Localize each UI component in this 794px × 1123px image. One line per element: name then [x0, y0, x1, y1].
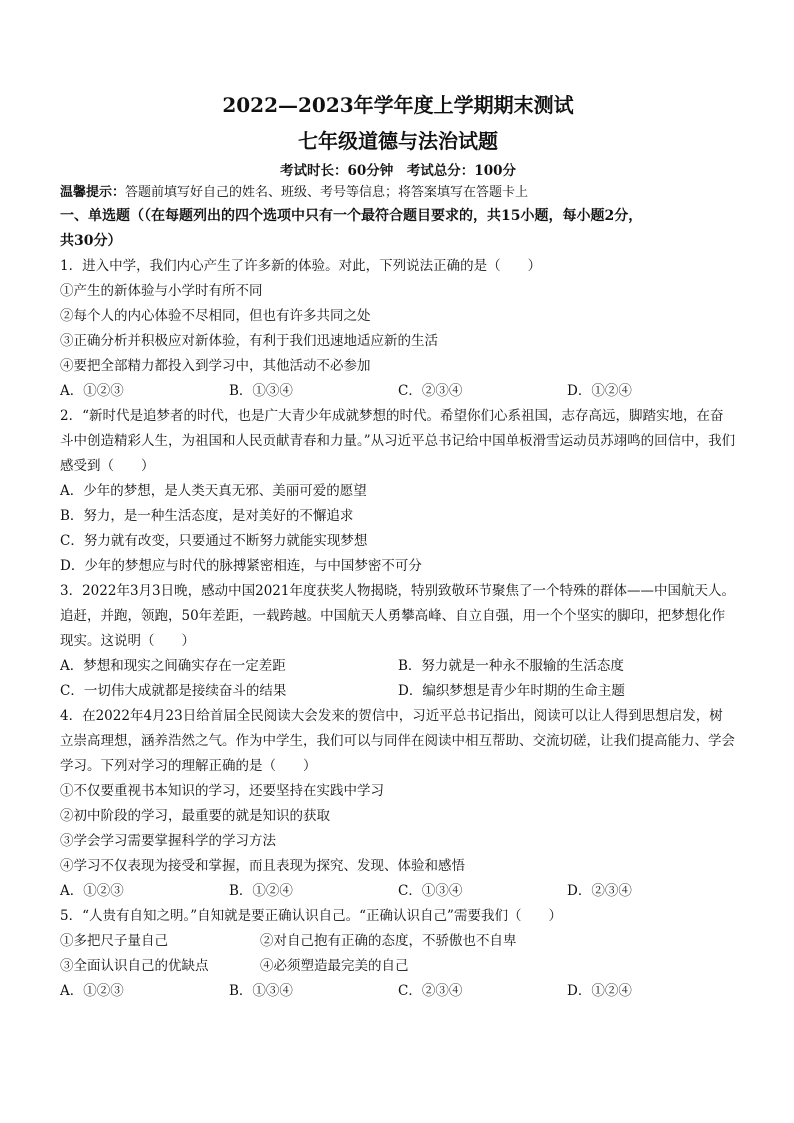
option-c[interactable]: C．①③④ [398, 883, 463, 899]
answer-options [60, 379, 736, 404]
option-d[interactable]: D．①②④ [567, 383, 632, 399]
statement-item: ④必须塑造最完美的自己 [260, 958, 409, 974]
statement-item: ③学会学习需要掌握科学的学习方法 [60, 833, 276, 849]
option-b[interactable]: B．①③④ [229, 383, 293, 399]
question-2 [60, 404, 736, 579]
option-d[interactable]: D．编织梦想是青少年时期的生命主题 [398, 683, 625, 699]
option-c[interactable]: C．②③④ [398, 383, 463, 399]
answer-options-row [60, 654, 736, 679]
statement-item: ①不仅要重视书本知识的学习，还要坚持在实践中学习 [60, 783, 384, 799]
question-stem: 1．进入中学，我们内心产生了许多新的体验。对此，下列说法正确的是（ ） [60, 258, 542, 274]
statement-item: ②每个人的内心体验不尽相同，但也有许多共同之处 [60, 308, 371, 324]
statement-row [60, 954, 736, 979]
option-a[interactable]: A．①②③ [60, 883, 124, 899]
option-a[interactable]: A．梦想和现实之间确实存在一定差距 [60, 658, 286, 674]
exam-page [60, 90, 736, 1004]
option-c[interactable]: C．努力就有改变，只要通过不断努力就能实现梦想 [60, 533, 368, 549]
question-stem: 5．“人贵有自知之明。”自知就是要正确认识自己。“正确认识自己”需要我们（ ） [60, 908, 562, 924]
statement-item: ②对自己抱有正确的态度，不骄傲也不自卑 [260, 933, 517, 949]
answer-options-row [60, 679, 736, 704]
section-heading-line1: 一、单选题（（在每题列出的四个选项中只有一个最符合题目要求的，共15小题，每小题2分， [60, 208, 643, 224]
statement-item: ③全面认识自己的优缺点 [60, 958, 209, 974]
statement-item: ②初中阶段的学习，最重要的就是知识的获取 [60, 808, 330, 824]
option-d[interactable]: D．少年的梦想应与时代的脉搏紧密相连，与中国梦密不可分 [60, 558, 422, 574]
statement-row [60, 929, 736, 954]
exam-subtitle: 七年级道德与法治试题 [298, 129, 498, 153]
question-stem: 3．2022年3月3日晚，感动中国2021年度获奖人物揭晓，特别致敬环节聚焦了一个特殊的群体——中国航天人。追赶，并跑，领跑，50年差距，一载跨越。中国航天人勇攀高峰、自立自强，用一个个坚实的脚印，把梦想化作现实。这说明（ ） [60, 583, 735, 649]
question-3 [60, 579, 736, 704]
statement-item: ①产生的新体验与小学时有所不同 [60, 283, 263, 299]
question-stem: 2．“新时代是追梦者的时代，也是广大青少年成就梦想的时代。希望你们心系祖国，志存高远，脚踏实地，在奋斗中创造精彩人生，为祖国和人民贡献青春和力量。”从习近平总书记给中国单板滑雪运动员苏翊鸣的回信中，我们感受到（ ） [60, 408, 736, 474]
statement-item: ④要把全部精力都投入到学习中，其他活动不必参加 [60, 358, 371, 374]
option-d[interactable]: D．②③④ [567, 883, 632, 899]
exam-tip [60, 182, 736, 204]
tip-label: 温馨提示： [60, 185, 126, 200]
statement-item: ①多把尺子量自己 [60, 933, 168, 949]
option-a[interactable]: A．①②③ [60, 983, 124, 999]
question-1 [60, 254, 736, 404]
answer-options [60, 879, 736, 904]
option-b[interactable]: B．①③④ [229, 983, 293, 999]
exam-title: 2022—2023年学年度上学期期末测试 [222, 93, 574, 117]
option-c[interactable]: C．②③④ [398, 983, 463, 999]
question-stem: 4．在2022年4月23日给首届全民阅读大会发来的贺信中，习近平总书记指出，阅读可以让人得到思想启发，树立崇高理想，涵养浩然之气。作为中学生，我们可以与同伴在阅读中相互帮助、交流切磋，让我们提高能力、学会学习。下列对学习的理解正确的是（ ） [60, 708, 735, 774]
option-b[interactable]: B．努力就是一种永不服输的生活态度 [398, 658, 624, 674]
question-5 [60, 904, 736, 1004]
option-a[interactable]: A．少年的梦想，是人类天真无邪、美丽可爱的愿望 [60, 483, 367, 499]
option-c[interactable]: C．一切伟大成就都是接续奋斗的结果 [60, 683, 287, 699]
statement-item: ③正确分析并积极应对新体验，有利于我们迅速地适应新的生活 [60, 333, 438, 349]
option-b[interactable]: B．努力，是一种生活态度，是对美好的不懈追求 [60, 508, 354, 524]
exam-meta: 考试时长：60分钟 考试总分：100分 [280, 163, 516, 179]
section-heading-line2: 共30分） [60, 233, 122, 249]
statement-item: ④学习不仅表现为接受和掌握，而且表现为探究、发现、体验和感悟 [60, 858, 465, 874]
answer-options [60, 979, 736, 1004]
option-b[interactable]: B．①②④ [229, 883, 293, 899]
option-d[interactable]: D．①②④ [567, 983, 632, 999]
tip-text: 答题前填写好自己的姓名、班级、考号等信息；将答案填写在答题卡上 [125, 185, 529, 200]
question-4 [60, 704, 736, 904]
option-a[interactable]: A．①②③ [60, 383, 124, 399]
